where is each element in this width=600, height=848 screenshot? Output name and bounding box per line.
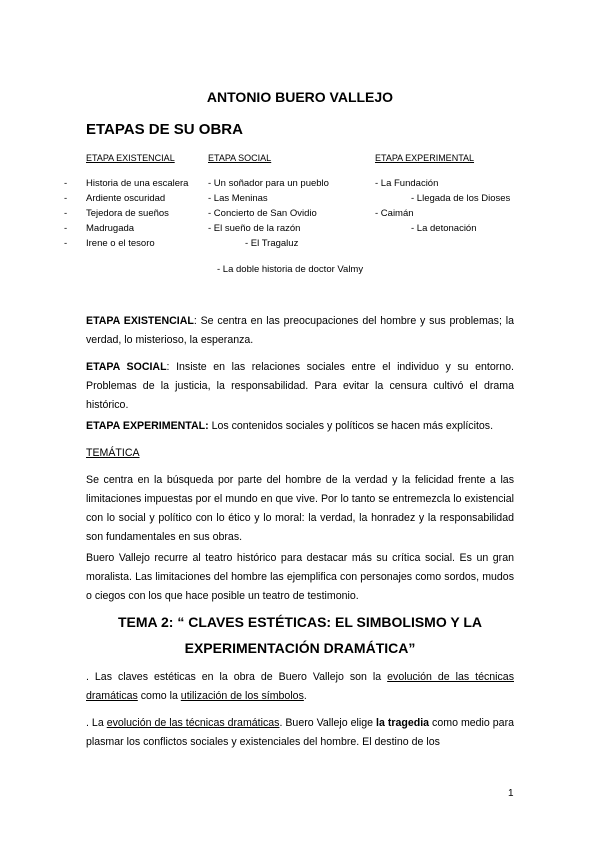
definition-text: : Insiste en las relaciones sociales entre el individuo y su entorno. Problemas de la justicia, la responsabilidad. Para evitar la censura cultivó el drama histórico.	[86, 361, 514, 411]
definition-term: ETAPA EXISTENCIAL	[86, 315, 194, 327]
list-dash: -	[64, 178, 68, 189]
claves-link-evolucion: evolución de las técnicas dramáticas	[86, 671, 514, 702]
list-dash: -	[64, 208, 68, 219]
tematica-paragraph-1: Se centra en la búsqueda por parte del hombre de la verdad y la felicidad frente a las limitaciones impuestas por el mundo en que vive. Por lo tanto se entremezcla lo existencial con lo social y político con lo ético y lo moral: la verdad, la honradez y la responsabilidad son fundamentales en sus obras.	[86, 474, 514, 543]
list-item: - Las Meninas	[208, 193, 268, 204]
list-item: - La Fundación	[375, 178, 439, 189]
claves-paragraph	[86, 668, 514, 706]
evolucion-prefix: . La	[86, 717, 107, 729]
document-title: ANTONIO BUERO VALLEJO	[206, 89, 394, 105]
list-item: Tejedora de sueños	[86, 208, 169, 219]
header-etapa-social: ETAPA SOCIAL	[208, 153, 272, 163]
list-item: - El sueño de la razón	[208, 223, 301, 234]
evolucion-paragraph	[86, 714, 514, 752]
tematica-heading: TEMÁTICA	[86, 447, 140, 459]
list-item: - Concierto de San Ovidio	[208, 208, 317, 219]
tematica-paragraph-2: Buero Vallejo recurre al teatro histórico para destacar más su crítica social. Es un gran moralista. Las limitaciones del hombre las ejemplifica con personajes como sordos, mudos o ciegos con los que hace posible un teatro de testimonio.	[86, 552, 514, 602]
list-item: Historia de una escalera	[86, 178, 189, 189]
tema-2-title-line-1: TEMA 2: “ CLAVES ESTÉTICAS: EL SIMBOLISMO Y LA	[117, 614, 483, 630]
evolucion-mid: . Buero Vallejo elige	[279, 717, 377, 729]
claves-prefix: . Las claves estéticas en la obra de Buero Vallejo son la	[86, 671, 388, 683]
list-item: - La detonación	[411, 223, 477, 234]
header-etapa-existencial: ETAPA EXISTENCIAL	[86, 153, 175, 163]
list-item: - Llegada de los Dioses	[411, 193, 511, 204]
claves-link-simbolos: utilización de los símbolos	[180, 690, 304, 702]
evolucion-link: evolución de las técnicas dramáticas	[106, 717, 280, 729]
page-number: 1	[508, 788, 514, 799]
definition-social	[86, 358, 514, 415]
definition-existencial	[86, 312, 514, 350]
claves-suffix: .	[303, 690, 307, 702]
definition-term: ETAPA EXPERIMENTAL:	[86, 420, 209, 432]
evolucion-bold: la tragedia	[376, 717, 430, 729]
header-etapa-experimental: ETAPA EXPERIMENTAL	[375, 153, 475, 163]
list-item: - El Tragaluz	[245, 238, 299, 249]
evolucion-rest: como medio para plasmar los conflictos sociales y existenciales del hombre. El destino de los	[86, 717, 514, 748]
definition-text: : Se centra en las preocupaciones del hombre y sus problemas; la verdad, lo misterioso, la esperanza.	[86, 315, 514, 346]
list-item: - Caimán	[375, 208, 414, 219]
section-title: ETAPAS DE SU OBRA	[86, 121, 243, 138]
list-item: - La doble historia de doctor Valmy	[217, 264, 364, 275]
list-dash: -	[64, 223, 68, 234]
definition-experimental	[86, 417, 514, 436]
definition-term: ETAPA SOCIAL	[86, 361, 167, 373]
list-dash: -	[64, 238, 68, 249]
claves-middle: como la	[137, 690, 181, 702]
list-dash: -	[64, 193, 68, 204]
definition-text: Los contenidos sociales y políticos se hacen más explícitos.	[208, 420, 494, 432]
list-item: Irene o el tesoro	[86, 238, 155, 249]
tema-2-title-line-2: EXPERIMENTACIÓN DRAMÁTICA”	[184, 640, 416, 656]
list-item: Madrugada	[86, 223, 135, 234]
list-item: - Un soñador para un pueblo	[208, 178, 329, 189]
list-item: Ardiente oscuridad	[86, 193, 166, 204]
